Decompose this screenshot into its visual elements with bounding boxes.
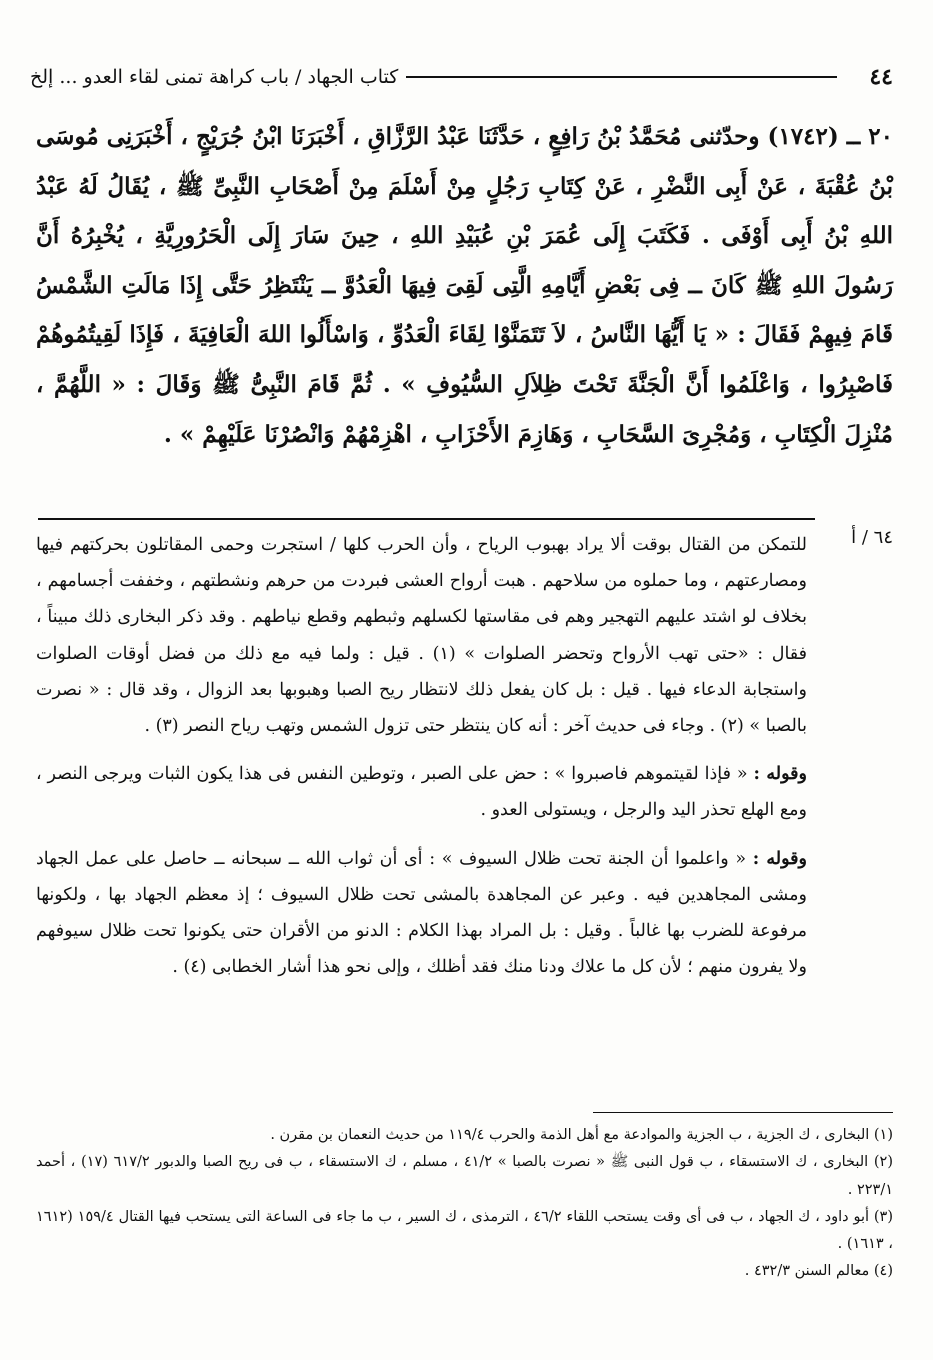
footnote-3: (٣) أبو داود ، ك الجهاد ، ب فى أى وقت يستحب اللقاء ٤٦/٢ ، الترمذى ، ك السير ، ب ما جاء فى الساعة التى يستحب فيها القتال ١٥٩/٤ (١٦١٢ ، ١٦١٣) . bbox=[36, 1208, 893, 1253]
footnotes-block bbox=[36, 1122, 893, 1286]
hadith-text: ٢٠ ــ (١٧٤٢) وحدّثنى مُحَمَّدُ بْنُ رَافِعٍ ، حَدَّثَنَا عَبْدُ الرَّزَّاقِ ، أَخْبَرَنَا ابْنُ جُرَيْجٍ ، أَخْبَرَنِى مُوسَى بْنُ عُقْبَةَ ، عَنْ أَبِى النَّضْرِ ، عَنْ كِتَابِ رَجُلٍ مِنْ أَسْلَمَ مِنْ أَصْحَابِ النَّبِىِّ ﷺ ، يُقَالُ لَهُ عَبْدُ اللهِ بْنُ أَبِى أَوْفَى . فَكَتَبَ إِلَى عُمَرَ بْنِ عُبَيْدِ اللهِ ، حِينَ سَارَ إِلَى الْحَرُورِيَّةِ ، يُخْبِرُهُ أَنَّ رَسُولَ اللهِ ﷺ كَانَ ــ فِى بَعْضِ أَيَّامِهِ الَّتِى لَقِىَ فِيهَا الْعَدُوَّ ــ يَنْتَظِرُ حَتَّى إِذَا مَالَتِ الشَّمْسُ قَامَ فِيهِمْ فَقَالَ : « يَا أَيُّهَا النَّاسُ ، لاَ تَتَمَنَّوْا لِقَاءَ الْعَدُوِّ ، وَاسْأَلُوا اللهَ الْعَافِيَةَ ، فَإِذَا لَقِيتُمُوهُمْ فَاصْبِرُوا ، وَاعْلَمُوا أَنَّ الْجَنَّةَ تَحْتَ ظِلاَلِ السُّيُوفِ » . ثُمَّ قَامَ النَّبِىُّ ﷺ وَقَالَ : « اللَّهُمَّ ، مُنْزِلَ الْكِتَابِ ، وَمُجْرِىَ السَّحَابِ ، وَهَازِمَ الأَحْزَابِ ، اهْزِمْهُمْ وَانْصُرْنَا عَلَيْهِمْ » . bbox=[36, 123, 894, 448]
header-rule bbox=[406, 76, 837, 78]
commentary-lead-2: وقوله : bbox=[753, 764, 807, 785]
section-divider bbox=[38, 518, 815, 520]
commentary-paragraph-1: للتمكن من القتال بوقت ألا يراد بهبوب الرياح ، وأن الحرب كلها / استجرت وحمى المقاتلون بحركتهم فيها ومصارعتهم ، وما حملوه من سلاحهم . هبت أرواح العشى فبردت من حرهم ونشطتهم ، وخففت أجسامهم ، بخلاف لو اشتد عليهم التهجير وهم فى مقاستها لكسلهم وثبطهم وقطع نياطهم . وقد ذكر البخارى ذلك مبيناً ، فقال : «حتى تهب الأرواح وتحضر الصلوات » (١) . قيل : ولما فيه مع ذلك من فضل أوقات الصلوات واستجابة الدعاء فيها . قيل : بل كان يفعل ذلك لانتظار ريح الصبا وهبوبها بعد الزوال ، وقد قال : « نصرت بالصبا » (٢) . وجاء فى حديث آخر : أنه كان ينتظر حتى تزول الشمس وتهب رياح النصر (٣) . bbox=[36, 535, 807, 737]
manuscript-folio-ref: ٦٤ / أ bbox=[851, 527, 893, 548]
footnote-1: (١) البخارى ، ك الجزية ، ب الجزية والموادعة مع أهل الذمة والحرب ١١٩/٤ من حديث النعمان بن مقرن . bbox=[270, 1127, 893, 1143]
commentary-paragraph-3 bbox=[36, 841, 807, 986]
running-title: كتاب الجهاد / باب كراهة تمنى لقاء العدو ... إلخ bbox=[30, 66, 399, 88]
commentary-block bbox=[36, 527, 807, 985]
footnote-rule bbox=[593, 1112, 893, 1113]
commentary-text-2: « فإذا لقيتموهم فاصبروا » : حض على الصبر ، وتوطين النفس فى هذا يكون الثبات ويرجى النصر ، ومع الهلع تحذر اليد والرجل ، ويستولى العدو . bbox=[36, 764, 807, 821]
footnote-4: (٤) معالم السنن ٤٣٢/٣ . bbox=[744, 1263, 893, 1280]
footnote-2: (٢) البخارى ، ك الاستسقاء ، ب قول النبى ﷺ « نصرت بالصبا » ٤١/٢ ، مسلم ، ك الاستسقاء ، ب فى ريح الصبا والدبور ٦١٧/٢ (١٧) ، أحمد ٢٢٣/١ . bbox=[36, 1154, 893, 1198]
commentary-text-3: « واعلموا أن الجنة تحت ظلال السيوف » : أى أن ثواب الله ــ سبحانه ــ حاصل على عمل الجهاد ومشى المجاهدين فيه . وعبر عن المجاهدة بالمشى تحت ظلال السيوف ؛ إذ معظم الجهاد بها ، ولكونها مرفوعة للضرب بها غالباً . وقيل : بل المراد بهذا الكلام : الدنو من الأقران حتى يكونوا تحت ظلال سيوفهم ولا يفرون منهم ؛ لأن كل ما علاك ودنا منك فقد أظلك ، وإلى نحو هذا أشار الخطابى (٤) . bbox=[36, 848, 807, 978]
commentary-paragraph-2 bbox=[36, 756, 807, 828]
page-number: ٤٤ bbox=[869, 64, 893, 90]
commentary-lead-3: وقوله : bbox=[752, 848, 808, 869]
hadith-text-block bbox=[36, 112, 893, 459]
page-header bbox=[30, 62, 893, 92]
